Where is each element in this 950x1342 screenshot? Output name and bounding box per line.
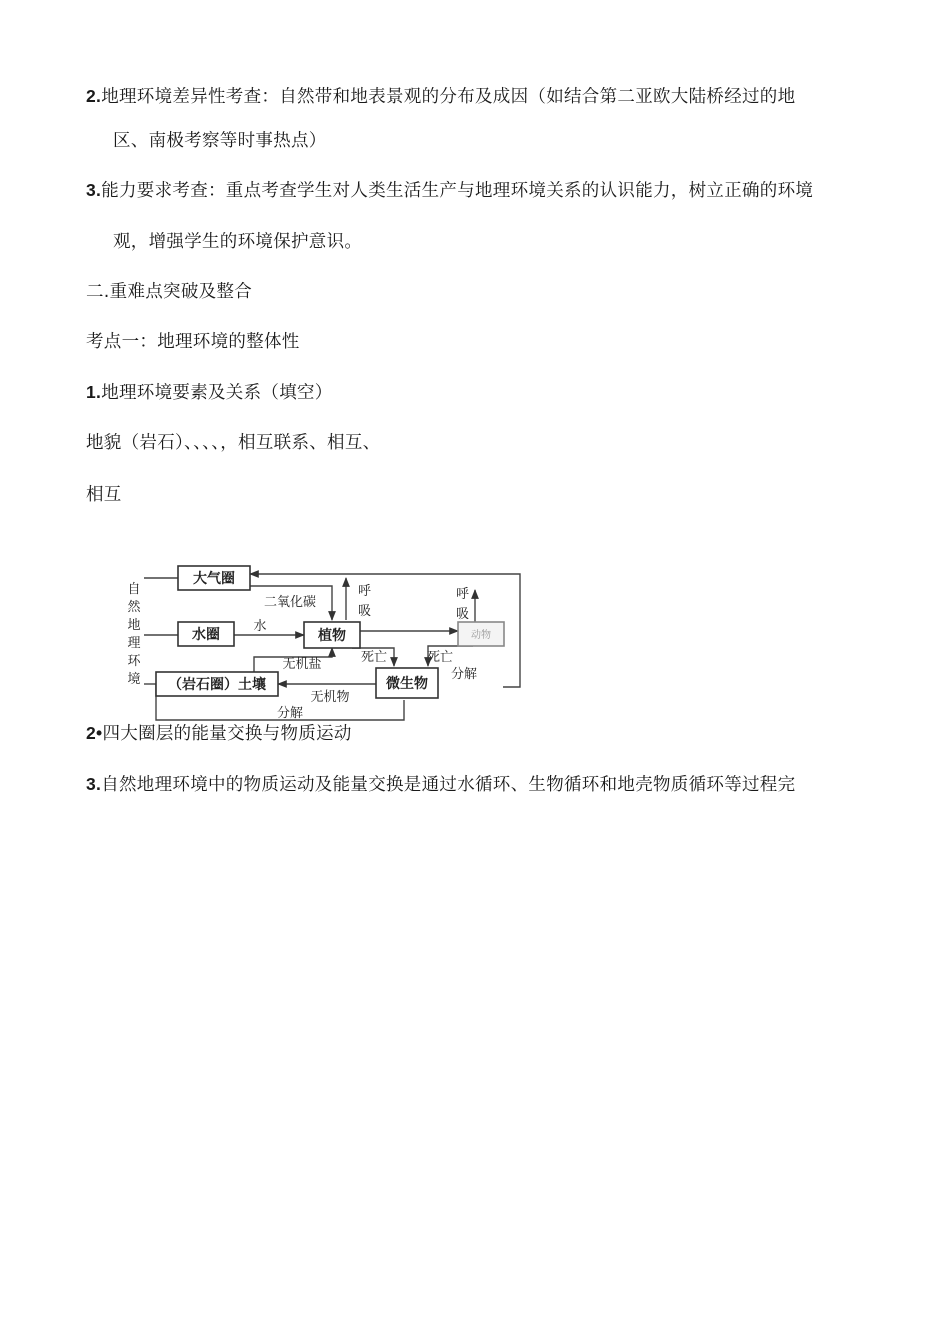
- item-3: [86, 178, 813, 203]
- death-label: 死亡: [360, 650, 388, 665]
- plants-label: 植物: [318, 628, 346, 644]
- breath-label-char: 呼: [456, 587, 470, 602]
- item-3-continuation: 观，增强学生的环境保护意识。: [113, 232, 363, 252]
- item-1-fill: [86, 380, 333, 405]
- breath-label-char: 吸: [358, 604, 372, 619]
- section-heading: 二.重难点突破及整合: [86, 282, 253, 302]
- hydrosphere-label: 水圈: [192, 627, 220, 643]
- breath-label-char: 呼: [358, 584, 372, 599]
- breath-label-char: 吸: [456, 607, 470, 622]
- lithosphere-label: （岩石圈）土壤: [168, 677, 266, 693]
- item-number: 2.: [86, 86, 102, 106]
- side-label-char: 自: [127, 582, 141, 597]
- microbes-label: 微生物: [386, 676, 428, 692]
- kaodian-heading: 考点一：地理环境的整体性: [86, 332, 300, 352]
- co2-label: 二氧化碳: [263, 595, 317, 610]
- death-label: 死亡: [426, 650, 454, 665]
- item-text: 自然地理环境中的物质运动及能量交换是通过水循环、生物循环和地壳物质循环等过程完: [101, 775, 796, 795]
- item-2: [86, 84, 795, 109]
- side-label-char: 环: [127, 654, 141, 669]
- item-2-continuation: 区、南极考察等时事热点）: [113, 131, 327, 151]
- item-number: 3.: [86, 774, 102, 794]
- item-number: 2•: [86, 723, 103, 743]
- item-text: 能力要求考查：重点考查学生对人类生活生产与地理环境关系的认识能力，树立正确的环境: [101, 181, 814, 201]
- item-text: 四大圈层的能量交换与物质运动: [102, 724, 352, 744]
- item-text: 地理环境要素及关系（填空）: [101, 383, 333, 403]
- item-number: 1.: [86, 382, 102, 402]
- item-text: 地理环境差异性考查：自然带和地表景观的分布及成因（如结合第二亚欧大陆桥经过的地: [101, 87, 796, 107]
- item-cycle: [86, 772, 795, 797]
- atmosphere-label: 大气圈: [193, 571, 235, 587]
- fill-blank-line-1: 地貌（岩石）、、、、，相互联系、相互、: [86, 433, 381, 453]
- water-label: 水: [253, 619, 267, 634]
- item-number: 3.: [86, 180, 102, 200]
- decompose-label: 分解: [450, 667, 478, 682]
- salt-label: 无机盐: [282, 657, 322, 672]
- item-energy: [86, 721, 352, 746]
- side-label-char: 然: [127, 600, 141, 615]
- earth-system-diagram: [118, 560, 528, 725]
- animals-label: 动物: [471, 630, 491, 641]
- decompose-label: 分解: [276, 706, 304, 721]
- inorganic-label: 无机物: [310, 690, 350, 705]
- side-label: [127, 582, 141, 687]
- side-label-char: 理: [127, 636, 141, 651]
- fill-blank-line-2: 相互: [86, 485, 122, 505]
- side-label-char: 境: [127, 672, 141, 687]
- side-label-char: 地: [127, 618, 141, 633]
